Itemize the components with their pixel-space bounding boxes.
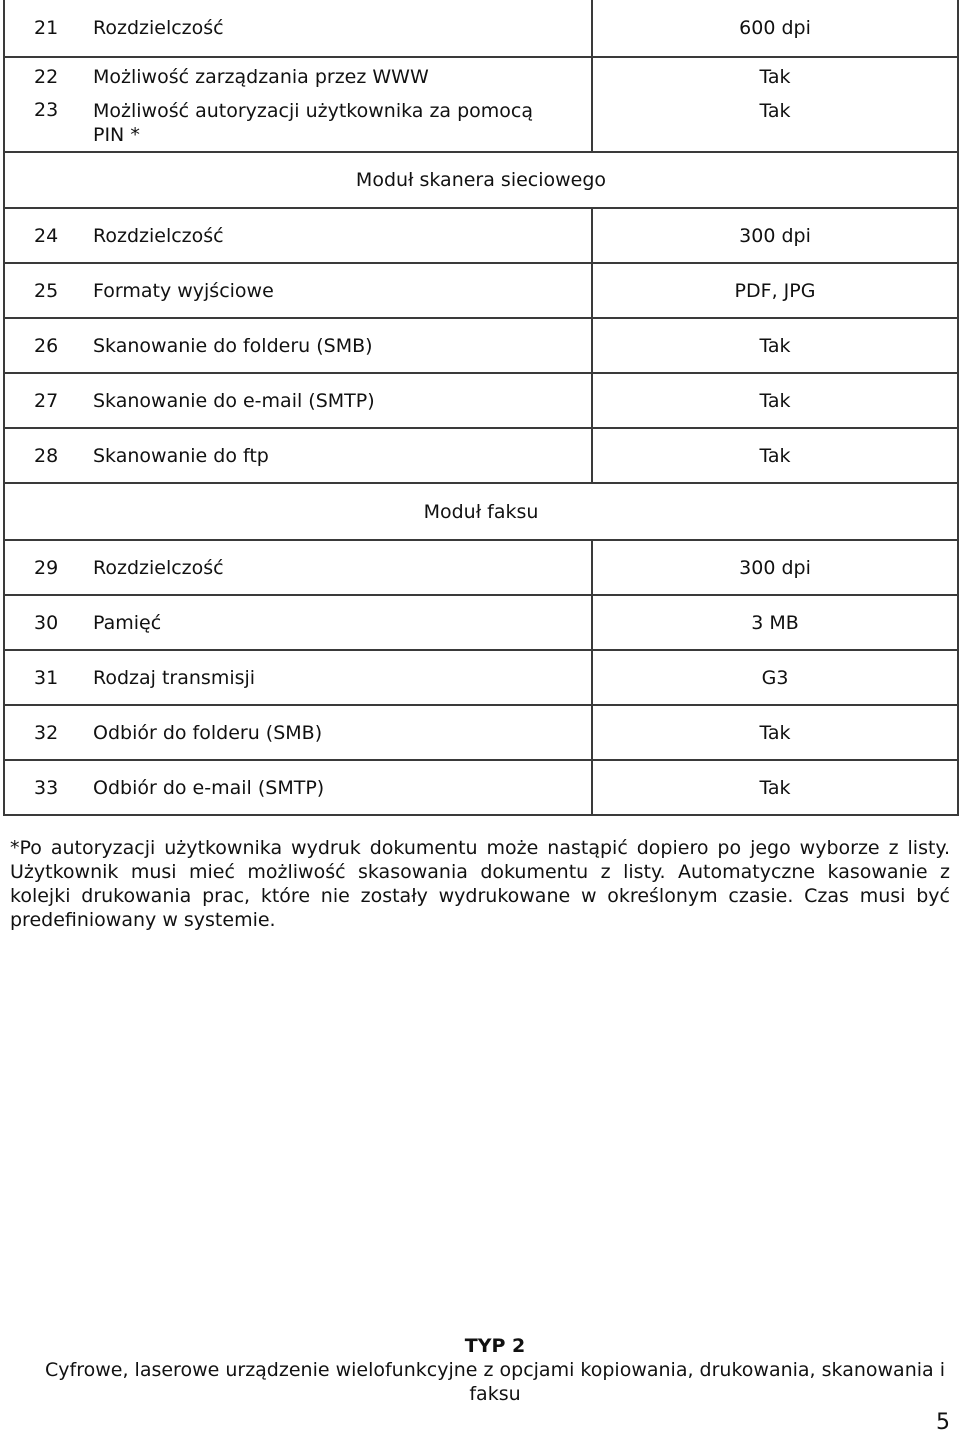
row-value: 300 dpi — [592, 540, 958, 595]
row-number: 29 — [34, 556, 59, 579]
row-value: PDF, JPG — [592, 263, 958, 318]
row-value: Tak — [592, 705, 958, 760]
footnote-text: *Po autoryzacji użytkownika wydruk dokumentu może nastąpić dopiero po jego wyborze z listy. Użytkownik musi mieć możliwość skasowania dokumentu z listy. Automatyczne kasowanie z kolejki drukowania prac, które nie zostały wydrukowane w określonym czasie. Czas musi być predefiniowany w systemie. — [10, 837, 950, 931]
row-number: 26 — [34, 334, 59, 357]
row-number: 27 — [34, 389, 59, 412]
table-row — [4, 57, 958, 152]
table-row — [4, 208, 958, 263]
table-row — [4, 0, 958, 57]
row-number: 21 — [34, 17, 59, 39]
row-number: 28 — [34, 444, 59, 467]
row-label: Formaty wyjściowe — [93, 279, 274, 302]
table-row — [4, 705, 958, 760]
row-value: Tak — [759, 66, 791, 88]
section-title-fax: Moduł faksu — [4, 483, 958, 540]
row-label: Skanowanie do folderu (SMB) — [93, 334, 373, 357]
row-label: Rozdzielczość — [93, 556, 224, 579]
row-label: Pamięć — [93, 611, 162, 634]
specification-table — [3, 0, 959, 816]
row-label: Odbiór do folderu (SMB) — [93, 721, 323, 744]
row-label: Skanowanie do e-mail (SMTP) — [93, 389, 375, 412]
table-row — [4, 650, 958, 705]
row-label: Rozdzielczość — [93, 224, 224, 247]
table-row — [4, 595, 958, 650]
row-label: Możliwość zarządzania przez WWW — [93, 66, 429, 88]
table-row — [4, 318, 958, 373]
row-value: G3 — [592, 650, 958, 705]
section-title-scanner: Moduł skanera sieciowego — [4, 152, 958, 208]
row-label: Możliwość autoryzacji użytkownika za pomocą PIN * — [93, 100, 534, 146]
type-title: TYP 2 — [464, 1335, 526, 1357]
row-value: Tak — [592, 428, 958, 483]
section-header-row — [4, 483, 958, 540]
row-number: 33 — [34, 776, 59, 799]
row-value: Tak — [592, 760, 958, 815]
type-description: Cyfrowe, laserowe urządzenie wielofunkcyjne z opcjami kopiowania, drukowania, skanowania i faksu — [45, 1359, 945, 1405]
row-value: 300 dpi — [592, 208, 958, 263]
row-label: Skanowanie do ftp — [93, 444, 269, 467]
row-number: 32 — [34, 721, 59, 744]
row-value: Tak — [592, 318, 958, 373]
row-label: Rozdzielczość — [93, 17, 224, 39]
type-heading-block — [40, 1334, 950, 1406]
row-label: Odbiór do e-mail (SMTP) — [93, 776, 325, 799]
row-label: Rodzaj transmisji — [93, 666, 256, 689]
row-number: 22 — [34, 66, 59, 88]
row-value: 600 dpi — [592, 0, 958, 57]
row-value: Tak — [759, 100, 791, 122]
page-number: 5 — [936, 1410, 950, 1435]
row-number: 23 — [34, 99, 59, 121]
row-number: 24 — [34, 224, 59, 247]
table-row — [4, 263, 958, 318]
row-value: Tak — [592, 373, 958, 428]
row-number: 31 — [34, 666, 59, 689]
row-number: 30 — [34, 611, 59, 634]
table-row — [4, 373, 958, 428]
table-row — [4, 540, 958, 595]
table-row — [4, 428, 958, 483]
row-value: 3 MB — [592, 595, 958, 650]
table-row — [4, 760, 958, 815]
row-number: 25 — [34, 279, 59, 302]
section-header-row — [4, 152, 958, 208]
